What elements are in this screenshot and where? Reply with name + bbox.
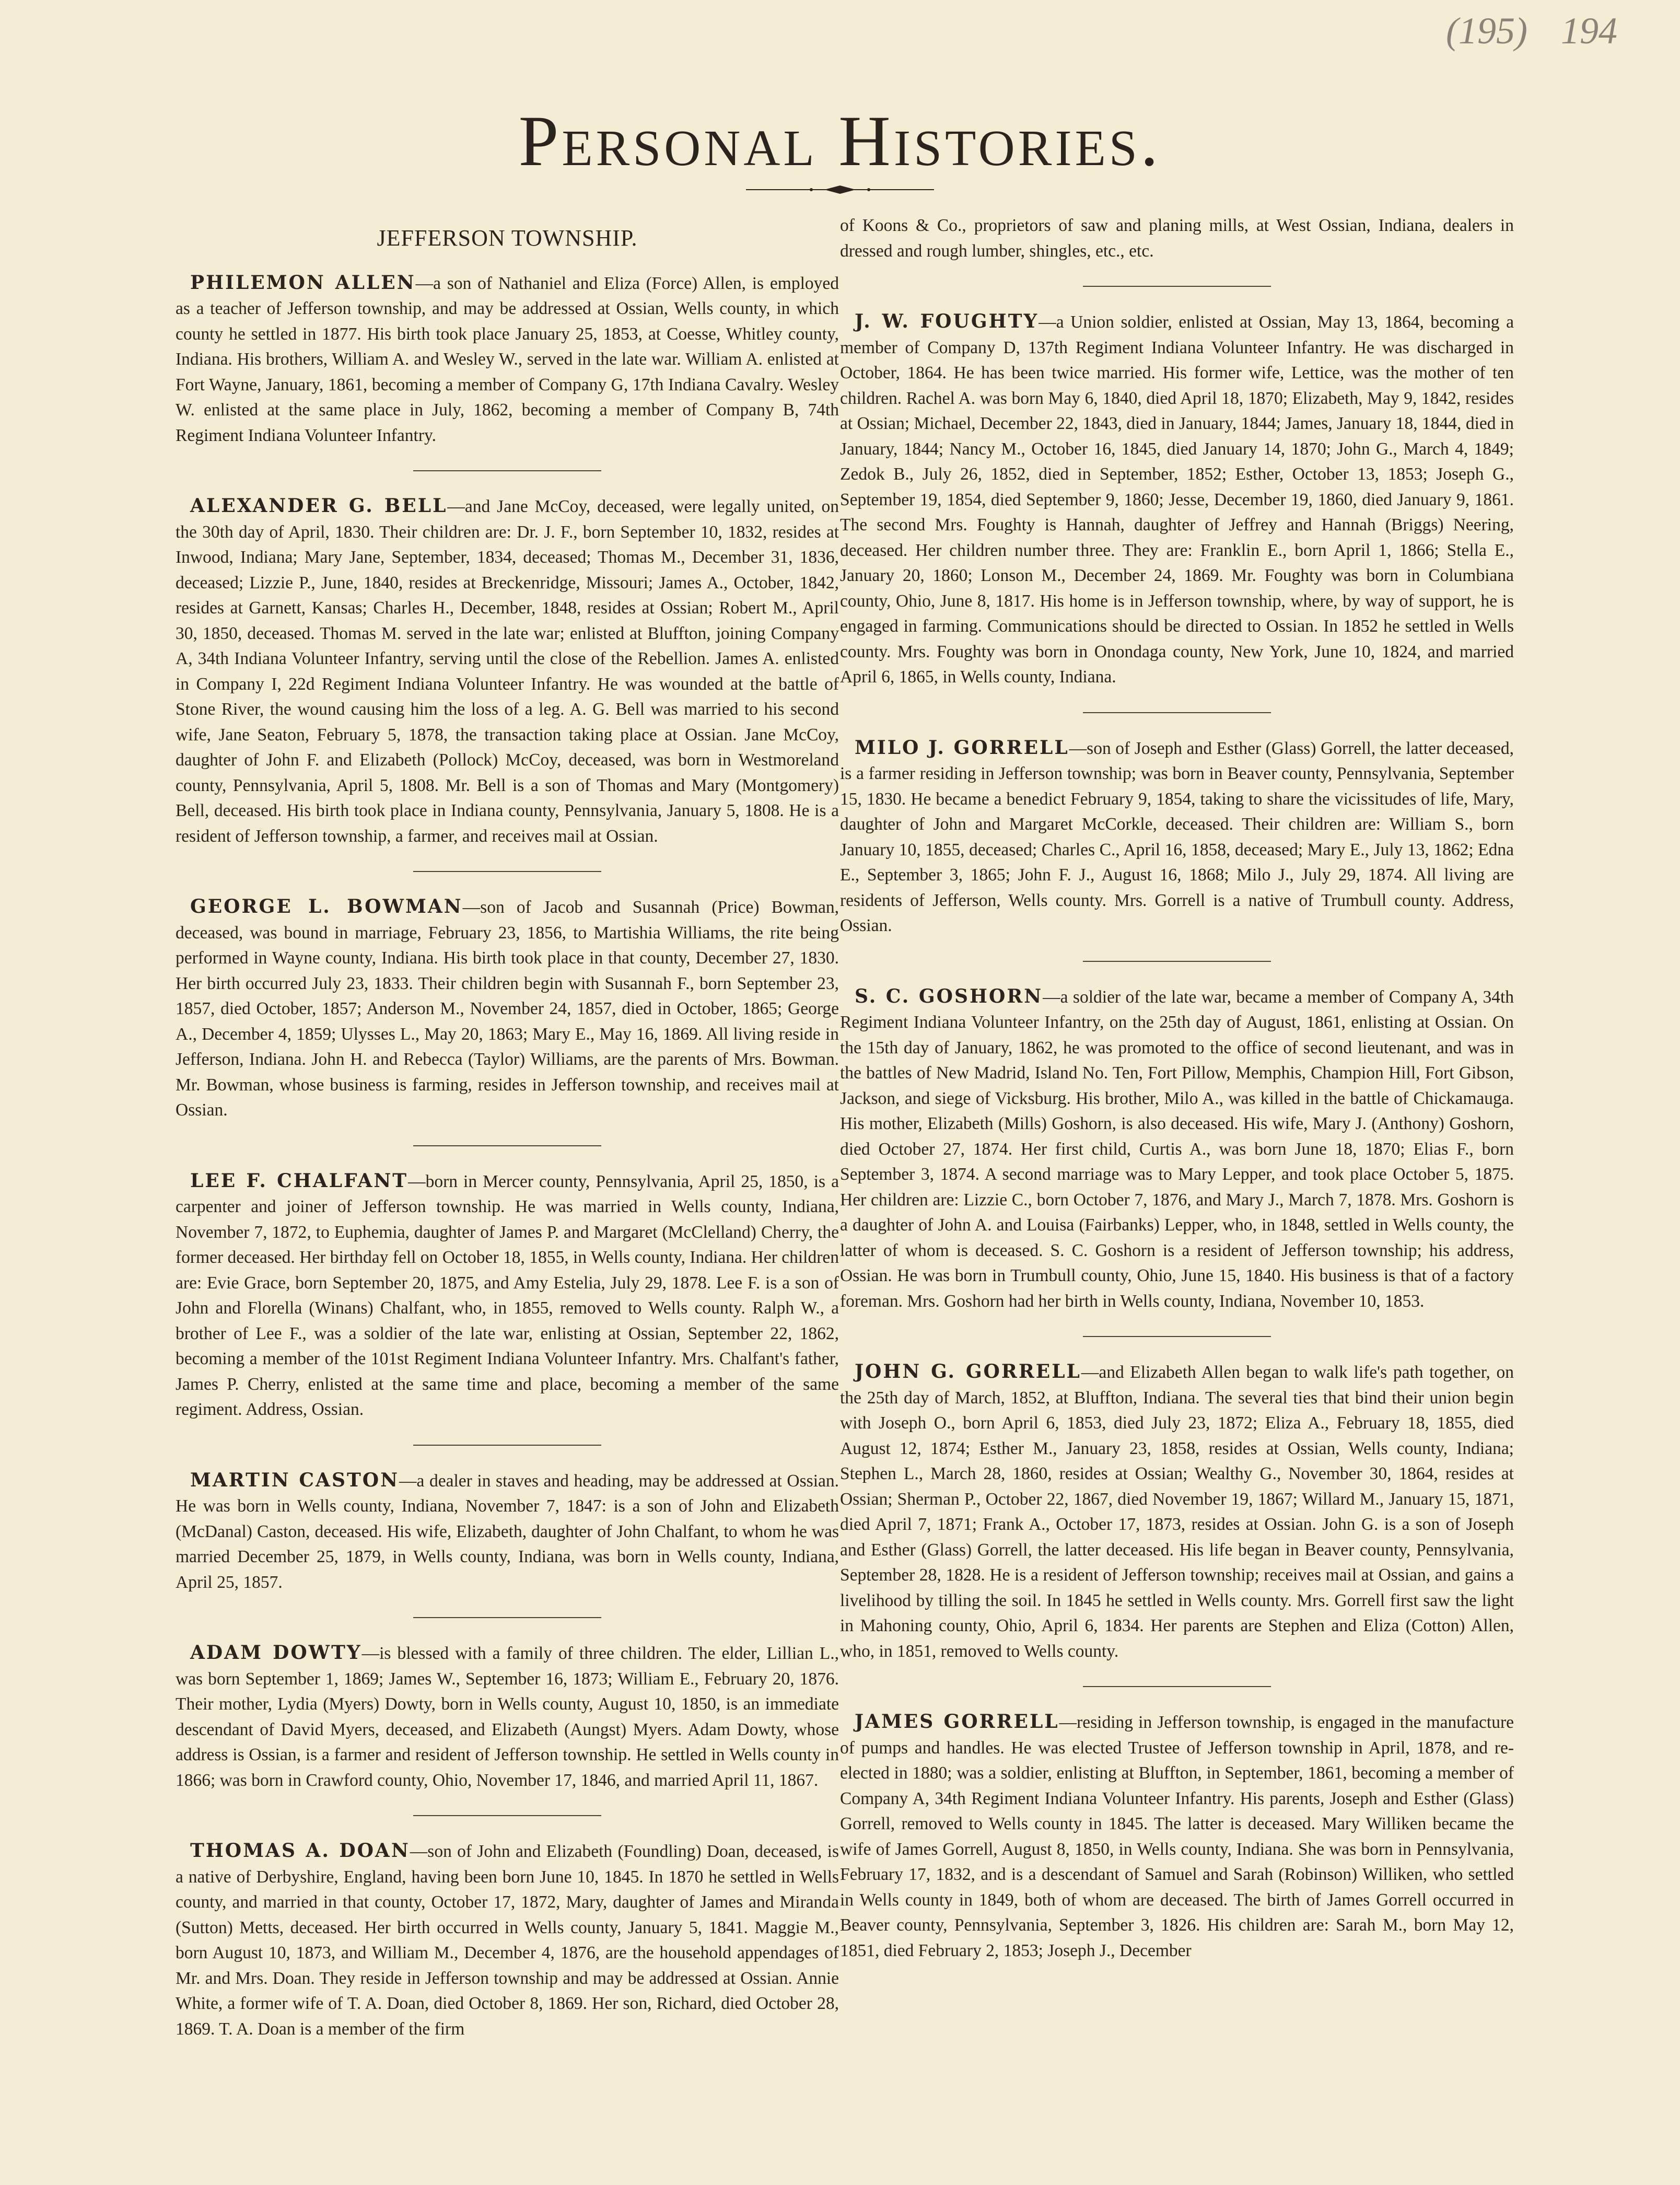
entry-text: —son of Joseph and Esther (Glass) Gorrell, the latter deceased, is a farmer residing in Jefferson township; was born in Beaver county, Pennsylvania, September 15, 1830. He became a benedict February 9, 1854, taking to share the vicissitudes of life, Mary, daughter of John and Margaret McCorkle, deceased. Their children are: William S., born January 10, 1855, deceased; Charles C., April 16, 1858, deceased; Mary E., July 13, 1862; Edna E., September 3, 1865; John F. J., August 16, 1868; Milo J., July 29, 1874. All living are residents of Jefferson, Wells county. Mrs. Gorrell is a native of Trumbull county. Address, Ossian. — [840, 738, 1514, 935]
entry-name: THOMAS A. DOAN — [190, 1840, 410, 1862]
entry-name: MILO J. GORRELL — [855, 736, 1069, 759]
entry-name: ALEXANDER G. BELL — [190, 495, 448, 517]
entry — [840, 1709, 1514, 1963]
entry — [840, 984, 1514, 1315]
entry-text: —born in Mercer county, Pennsylvania, April 25, 1850, is a carpenter and joiner of Jefferson township. He was married in Wells county, Indiana, November 7, 1872, to Euphemia, daughter of James P. and Margaret (McClelland) Cherry, the former deceased. Her birthday fell on October 18, 1855, in Wells county, Indiana. Her children are: Evie Grace, born September 20, 1875, and Amy Estelia, July 29, 1878. Lee F. is a son of John and Florella (Winans) Chalfant, who, in 1855, removed to Wells county. Ralph W., a brother of Lee F., was a soldier of the late war, enlisting at Ossian, September 22, 1862, becoming a member of the 101st Regiment Indiana Volunteer Infantry. Mrs. Chalfant's father, James P. Cherry, enlisted at the same time and place, becoming a member of the same regiment. Address, Ossian. — [176, 1171, 839, 1419]
divider — [1083, 961, 1271, 962]
entry-text: —a dealer in staves and heading, may be addressed at Ossian. He was born in Wells county, Indiana, November 7, 1847: is a son of John and Elizabeth (McDanal) Caston, deceased. His wife, Elizabeth, daughter of John Chalfant, to whom he was married December 25, 1879, in Wells county, Indiana, was born in Wells county, Indiana, April 25, 1857. — [176, 1471, 839, 1592]
entry-text: —a Union soldier, enlisted at Ossian, May 13, 1864, becoming a member of Company D, 137th Regiment Indiana Volunteer Infantry. He was discharged in October, 1864. He has been twice married. His former wife, Lettice, was the mother of ten children. Rachel A. was born May 6, 1840, died April 18, 1870; Elizabeth, May 9, 1842, resides at Ossian; Michael, December 22, 1843, died in January, 1844; James, January 18, 1844, died in January, 1844; Nancy M., October 16, 1845, died January 14, 1870; John G., March 4, 1849; Zedok B., July 26, 1852, died in September, 1852; Esther, October 13, 1853; Joseph G., September 19, 1854, died September 9, 1860; Jesse, December 19, 1860, died January 9, 1861. The second Mrs. Foughty is Hannah, daughter of Jeffrey and Hannah (Briggs) Neering, deceased. Her children number three. They are: Franklin E., born April 1, 1866; Stella E., January 20, 1860; Lonson M., December 24, 1869. Mr. Foughty was born in Columbiana county, Ohio, June 8, 1817. His home is in Jefferson township, where, by way of support, he is engaged in farming. Communications should be directed to Ossian. In 1852 he settled in Wells county. Mrs. Foughty was born in Onondaga county, New York, June 10, 1824, and married April 6, 1865, in Wells county, Indiana. — [840, 312, 1514, 687]
entry-name: PHILEMON ALLEN — [190, 271, 416, 294]
entry-text: —a soldier of the late war, became a member of Company A, 34th Regiment Indiana Volunteer Infantry, on the 25th day of August, 1861, enlisting at Ossian. On the 15th day of January, 1862, he was promoted to the office of second lieutenant, and was in the battles of New Madrid, Island No. Ten, Fort Pillow, Memphis, Champion Hill, Fort Gibson, Jackson, and siege of Vicksburg. His brother, Milo A., was killed in the battle of Chickamauga. His mother, Elizabeth (Mills) Goshorn, is also deceased. His wife, Mary J. (Anthony) Goshorn, died October 27, 1874. Her first child, Curtis A., was born June 18, 1870; Elias F., born September 3, 1874. A second marriage was to Mary Lepper, and took place October 5, 1875. Her children are: Lizzie C., born October 7, 1876, and Mary J., March 7, 1878. Mrs. Goshorn is a daughter of John A. and Louisa (Fairbanks) Lepper, who, in 1848, settled in Wells county, the latter of whom is deceased. S. C. Goshorn is a resident of Jefferson township; his address, Ossian. He was born in Trumbull county, Ohio, June 15, 1840. His business is that of a factory foreman. Mrs. Goshorn had her birth in Wells county, Indiana, November 10, 1853. — [840, 987, 1514, 1311]
entry-text: —son of Jacob and Susannah (Price) Bowman, deceased, was bound in marriage, February 23, 1856, to Martishia Williams, the rite being performed in Wayne county, Indiana. His birth took place in that county, December 27, 1830. Her birth occurred July 23, 1833. Their children begin with Susannah F., born September 23, 1857, died October, 1857; Anderson M., November 24, 1857, died in October, 1865; George A., December 4, 1859; Ulysses L., May 20, 1863; Mary E., May 16, 1869. All living reside in Jefferson, Indiana. John H. and Rebecca (Taylor) Williams, are the parents of Mrs. Bowman. Mr. Bowman, whose business is farming, resides in Jefferson township, and receives mail at Ossian. — [176, 898, 839, 1120]
divider — [413, 871, 601, 872]
entry-text: —a son of Nathaniel and Eliza (Force) Allen, is employed as a teacher of Jefferson township, and may be addressed at Ossian, Wells county, in which county he settled in 1877. His birth took place January 25, 1853, at Coesse, Whitley county, Indiana. His brothers, William A. and Wesley W., served in the late war. William A. enlisted at Fort Wayne, January, 1861, becoming a member of Company G, 17th Indiana Cavalry. Wesley W. enlisted at the same place in July, 1862, becoming a member of Company B, 74th Regiment Indiana Volunteer Infantry. — [176, 273, 839, 445]
divider — [413, 1145, 601, 1146]
entry — [176, 894, 839, 1123]
divider — [1083, 286, 1271, 287]
entry-text: —is blessed with a family of three children. The elder, Lillian L., was born September 1, 1869; James W., September 16, 1873; William E., February 20, 1876. Their mother, Lydia (Myers) Dowty, born in Wells county, August 10, 1850, is an immediate descendant of David Myers, deceased, and Elizabeth (Aungst) Myers. Adam Dowty, whose address is Ossian, is a farmer and resident of Jefferson township. He settled in Wells county in 1866; was born in Crawford county, Ohio, November 17, 1846, and married April 11, 1867. — [176, 1644, 839, 1790]
entry-name: LEE F. CHALFANT — [190, 1169, 409, 1192]
entry-continuation: of Koons & Co., proprietors of saw and planing mills, at West Ossian, Indiana, dealers in dressed and rough lumber, shingles, etc., etc. — [840, 216, 1514, 261]
divider — [413, 1815, 601, 1816]
entry-name: GEORGE L. BOWMAN — [190, 896, 463, 917]
page-title: Personal Histories. — [518, 101, 1162, 181]
divider — [1083, 712, 1271, 713]
entry-text: —residing in Jefferson township, is engaged in the manufacture of pumps and handles. He was elected Trustee of Jefferson township in April, 1878, and re-elected in 1880; was a soldier, enlisting at Bluffton, in September, 1861, becoming a member of Company A, 34th Regiment Indiana Volunteer Infantry. His parents, Joseph and Esther (Glass) Gorrell, removed to Wells county in 1845. The latter is deceased. Mary Williken became the wife of James Gorrell, August 8, 1850, in Wells county, Indiana. She was born in Pennsylvania, February 17, 1832, and is a descendant of Samuel and Sarah (Robinson) Williken, who settled in Wells county in 1849, both of whom are deceased. The birth of James Gorrell occurred in Beaver county, Pennsylvania, September 3, 1826. His children are: Sarah M., born May 12, 1851, died February 2, 1853; Joseph J., December — [840, 1713, 1514, 1960]
divider — [413, 1445, 601, 1446]
title-ornament-divider — [746, 184, 934, 195]
entry-text: —and Jane McCoy, deceased, were legally united, on the 30th day of April, 1830. Their children are: Dr. J. F., born September 10, 1832, resides at Inwood, Indiana; Mary Jane, September, 1834, deceased; Thomas M., December 31, 1836, deceased; Lizzie P., June, 1840, resides at Breckenridge, Missouri; James A., October, 1842, resides at Garnett, Kansas; Charles H., December, 1848, resides at Ossian; Robert M., April 30, 1850, deceased. Thomas M. served in the late war; enlisted at Bluffton, joining Company A, 34th Indiana Volunteer Infantry, serving until the close of the Rebellion. James A. enlisted in Company I, 22d Regiment Indiana Volunteer Infantry. He was wounded at the battle of Stone River, the wound causing him the loss of a leg. A. G. Bell was married to his second wife, Jane Seaton, February 5, 1878, the transaction taking place at Ossian. Jane McCoy, daughter of John F. and Elizabeth (Pollock) McCoy, deceased, was born in Westmoreland county, Pennsylvania, April 5, 1808. Mr. Bell is a son of Thomas and Mary (Montgomery) Bell, deceased. His birth took place in Indiana county, Pennsylvania, January 5, 1808. He is a resident of Jefferson township, a farmer, and receives mail at Ossian. — [176, 497, 839, 846]
entry-text: —son of John and Elizabeth (Foundling) Doan, deceased, is a native of Derbyshire, England, having been born June 10, 1845. In 1870 he settled in Wells county, and married in that county, October 17, 1872, Mary, daughter of James and Miranda (Sutton) Metts, deceased. Her birth occurred in Wells county, January 5, 1841. Maggie M., born August 10, 1873, and William M., December 4, 1876, are the household appendages of Mr. and Mrs. Doan. They reside in Jefferson township and may be addressed at Ossian. Annie White, a former wife of T. A. Doan, died October 8, 1869. Her son, Richard, died October 28, 1869. T. A. Doan is a member of the firm — [176, 1842, 839, 2039]
entry-text: —and Elizabeth Allen began to walk life's path together, on the 25th day of March, 1852, at Bluffton, Indiana. The several ties that bind their union begin with Joseph O., born April 6, 1853, died July 23, 1872; Eliza A., February 18, 1855, died August 12, 1874; Esther M., January 23, 1858, resides at Ossian, Wells county, Indiana; Stephen L., March 28, 1860, resides at Ossian; Wealthy G., November 30, 1864, resides at Ossian; Sherman P., October 22, 1867, died November 19, 1867; Willard M., January 15, 1871, died April 7, 1871; Frank A., October 17, 1873, resides at Ossian. John G. is a son of Joseph and Esther (Glass) Gorrell, the latter deceased. His life began in Beaver county, Pennsylvania, September 28, 1828. He is a resident of Jefferson township; receives mail at Ossian, and gains a livelihood by tilling the soil. In 1845 he settled in Wells county. Mrs. Gorrell first saw the light in Mahoning county, Ohio, April 6, 1834. Her parents are Stephen and Eliza (Cotton) Allen, who, in 1851, removed to Wells county. — [840, 1363, 1514, 1661]
entry — [176, 1168, 839, 1423]
entry — [840, 1359, 1514, 1664]
entry-name: S. C. GOSHORN — [855, 985, 1043, 1007]
entry — [176, 270, 839, 449]
section-heading: JEFFERSON TOWNSHIP. — [377, 225, 638, 251]
entry — [840, 309, 1514, 690]
right-column — [840, 213, 1514, 1963]
divider — [1083, 1336, 1271, 1337]
entry — [176, 1640, 839, 1793]
page-number: 194 — [1561, 10, 1617, 52]
entry — [840, 735, 1514, 939]
divider — [413, 1617, 601, 1618]
entry — [176, 1838, 839, 2042]
entry — [176, 1468, 839, 1596]
divider — [1083, 1686, 1271, 1687]
entry-name: MARTIN CASTON — [190, 1469, 399, 1491]
entry — [176, 493, 839, 849]
entry-name: JAMES GORRELL — [855, 1711, 1059, 1733]
entry-name: JOHN G. GORRELL — [855, 1361, 1081, 1382]
page-number-penciled: (195) — [1446, 10, 1527, 52]
entry-name: ADAM DOWTY — [190, 1642, 362, 1664]
left-column — [176, 213, 839, 2042]
divider — [413, 470, 601, 471]
entry-name: J. W. FOUGHTY — [855, 310, 1039, 332]
